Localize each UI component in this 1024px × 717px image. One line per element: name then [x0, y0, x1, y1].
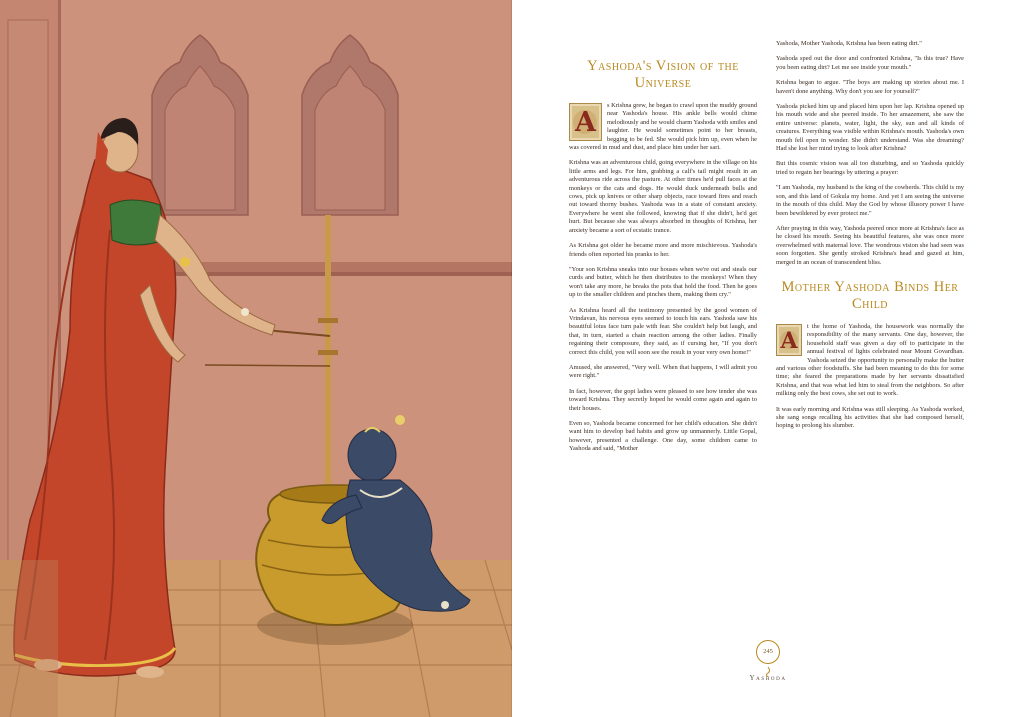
paragraph: "Your son Krishna sneaks into our houses when we're out and steals our curds and butter, which he then distributes to the monkeys! When they won't take any more, he breaks the pots that hold the food. Then he goes up to the smaller children and pinches them, making them cry." — [569, 265, 757, 299]
paragraph: But this cosmic vision was all too disturbing, and so Yashoda quickly tried to regain her bearings by uttering a prayer: — [776, 160, 964, 176]
paragraph: Krishna began to argue. "The boys are making up stories about me. I haven't done anything. Why don't you see for yourself?" — [776, 79, 964, 95]
paragraph: Yashoda sped out the door and confronted Krishna, "Is this true? Have you been eating dirt? Let me see inside your mouth." — [776, 55, 964, 71]
paragraph: It was early morning and Krishna was still sleeping. As Yashoda worked, she sang songs recalling his activities that she had composed herself, hoping to prolong his slumber. — [776, 405, 964, 430]
dropcap-letter: A — [780, 327, 798, 354]
page-number: 245 — [756, 640, 780, 664]
paragraph: As Krishna heard all the testimony presented by the good women of Vrindavan, his nervous eyes seemed to touch his ears. Yashoda saw his beautiful lotus face turn pale with fear. She couldn't help but laugh, and that, in turn, started a chain reaction among the other ladies. Finally regaining their composure, they said, as if cursing her, "If you don't correct this child, you will soon see the result in your very own home!" — [569, 306, 757, 356]
paragraph: Yashoda picked him up and placed him upon her lap. Krishna opened up his mouth wide and she peered inside. To her amazement, she saw the entire universe: planets, water, light, the sky, sun and all kinds of creatures. Everything was visible within Krishna's mouth. Yashoda's own mouth fell open in wonder. She didn't understand. Was she dreaming? Had she lost her mind trying to look after Krishna? — [776, 103, 964, 153]
paragraph: Krishna was an adventurous child, going everywhere in the village on his little arms and legs. For him, grabbing a calf's tail might result in an adventurous ride across the pasture. At other times he'd pull faces at the monkeys or the cats and dogs. He would duck underneath bulls and cows, pick up knives or other sharp objects, race toward fires and reach out toward thorny bushes. Yashoda was in a state of constant anxiety. Everywhere he went she followed, knowing that if she didn't, he'd get hurt. But because she was always absorbed in thoughts of Krishna, her anxiety became a sort of ecstatic trance. — [569, 159, 757, 234]
chapter-title-binds: Mother Yashoda Binds Her Child — [781, 278, 959, 312]
text-column-right — [776, 40, 964, 438]
dropcap-letter: A — [575, 107, 596, 138]
paragraph: After praying in this way, Yashoda peered once more at Krishna's face as he closed his mouth. Seeing his beautiful features, she was once more overwhelmed with maternal love. The wondrous vision she had seen was soon forgotten. She gently stroked Krishna's head and gazed at him, merged in an ocean of transcendent bliss. — [776, 224, 964, 266]
paragraph: Yashoda, Mother Yashoda, Krishna has been eating dirt." — [776, 40, 922, 47]
illuminated-dropcap — [569, 103, 602, 141]
running-footer: Yashoda — [749, 674, 787, 682]
chapter-title-vision: Yashoda's Vision of the Universe — [587, 58, 739, 91]
illuminated-dropcap — [776, 324, 802, 356]
paragraph: "I am Yashoda, my husband is the king of the cowherds. This child is my son, and this land of Gokula my home. And yet I am seeing the universe in the mouth of this child. May the God by whose illusory power I have been bewildered by ever protect me." — [776, 184, 964, 217]
paragraph: In fact, however, the gopi ladies were pleased to see how tender she was toward Krishna. They secretly hoped he would come again and again to their houses. — [569, 387, 757, 412]
paragraph-text: t the home of Yashoda, the housework was normally the responsibility of the many servants. One day, however, the household staff was given a day off to participate in the annual festival of lights celebrated near Mount Govardhan. Yashoda seized the opportunity to personally make the butter and various other foodstuffs. She had been meaning to do this for some time; she feared the preparations made by her servants dissatisfied Krishna, and that was what led him to steal from the neighbors. So after milking only the best cows, she set out to work. — [776, 322, 964, 398]
paragraph — [569, 102, 757, 152]
text-column-left — [569, 58, 757, 461]
page-folio — [737, 640, 799, 682]
text-page — [512, 0, 1024, 717]
paragraph: As Krishna got older he became more and more mischievous. Yashoda's friends often reported his pranks to her. — [569, 242, 757, 258]
flourish-icon — [764, 667, 772, 677]
paragraph: Amused, she answered, "Very well. When that happens, I will admit you were right." — [569, 363, 757, 380]
paragraph — [776, 323, 964, 399]
paragraph-text: s Krishna grew, he began to crawl upon the muddy ground near Yashoda's house. His ankle bells would chime melodiously and he would charm Yashoda with smiles and laughter. He would sometimes point to her breasts, begging to be fed. She would pick him up, even when he was covered in mud and dust, and place him under her sari. — [569, 102, 757, 152]
paragraph: Even so, Yashoda became concerned for her child's education. She didn't want him to develop bad habits and grow up unmannerly. Little Gopal, however, presented a challenge. One day, some children came to Yashoda and said, "Mother — [569, 420, 757, 453]
